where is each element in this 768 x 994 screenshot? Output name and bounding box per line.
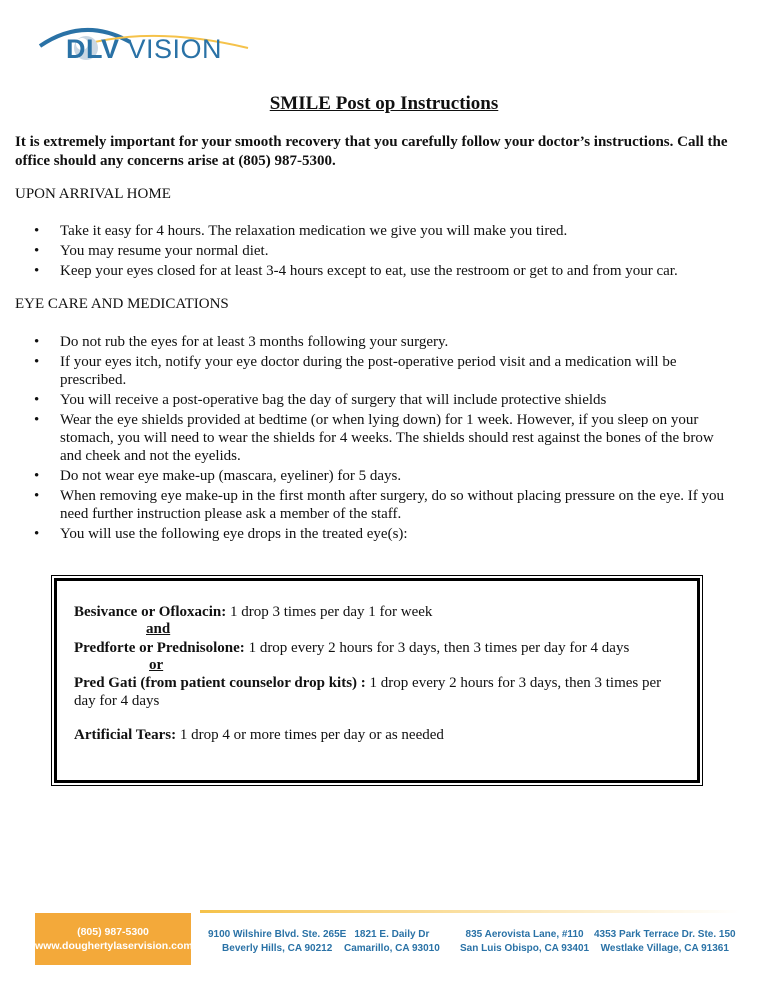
footer-divider [200,910,740,913]
logo-wordmark: DLV VISION [66,34,223,64]
list-item: • Take it easy for 4 hours. The relaxation medication we give you will make you tired. [34,222,736,240]
list-item: • If your eyes itch, notify your eye doctor during the post-operative period visit and a medication will be prescribed. [34,353,736,389]
footer-website[interactable]: www.doughertylaservision.com [35,940,193,952]
list-item: • You will use the following eye drops in the treated eye(s): [34,525,736,543]
drop-besivance: Besivance or Ofloxacin: 1 drop 3 times per day 1 for week [74,604,433,620]
drop-artificial-tears: Artificial Tears: 1 drop 4 or more times per day or as needed [74,727,444,743]
page-title: SMILE Post op Instructions [269,93,499,114]
arrival-list [34,222,736,280]
footer-address-san-luis-obispo: 835 Aerovista Lane, #110 San Luis Obispo, CA 93401 [460,929,590,954]
footer-address-westlake-village: 4353 Park Terrace Dr. Ste. 150 Westlake Village, CA 91361 [594,929,736,954]
list-item: • Keep your eyes closed for at least 3-4 hours except to eat, use the restroom or get to and from your car. [34,262,736,280]
footer-address-beverly-hills: 9100 Wilshire Blvd. Ste. 265E Beverly Hills, CA 90212 [208,929,347,954]
list-item: • Do not wear eye make-up (mascara, eyeliner) for 5 days. [34,467,736,485]
section-heading-arrival: UPON ARRIVAL HOME [15,186,171,202]
conjunction-or: or [149,657,164,673]
list-item: • Do not rub the eyes for at least 3 months following your surgery. [34,333,736,351]
section-heading-eye-care: EYE CARE AND MEDICATIONS [15,296,229,312]
list-item: • You may resume your normal diet. [34,242,736,260]
drop-pred-gati: Pred Gati (from patient counselor drop kits) : 1 drop every 2 hours for 3 days, then 3 times per day for 4 days [74,675,662,709]
footer-contact-block [35,913,191,965]
list-item: • You will receive a post-operative bag the day of surgery that will include protective shields [34,391,736,409]
list-item: • When removing eye make-up in the first month after surgery, do so without placing pressure on the eye. If you need further instruction please ask a member of the staff. [34,487,736,523]
list-item: • Wear the eye shields provided at bedtime (or when lying down) for 1 week. However, if you sleep on your stomach, you will need to wear the shields for 4 weeks. The shields should rest against the bones of the brow and cheek and not the eyelids. [34,411,736,465]
drop-predforte: Predforte or Prednisolone: 1 drop every 2 hours for 3 days, then 3 times per day for 4 days [74,640,630,656]
footer-address-camarillo: 1821 E. Daily Dr Camarillo, CA 93010 [344,929,440,954]
eye-care-list [34,333,736,543]
conjunction-and: and [146,621,171,637]
intro-paragraph: It is extremely important for your smooth recovery that you carefully follow your doctor’s instructions. Call the office should any concerns arise at (805) 987-5300. [15,134,728,169]
footer-phone: (805) 987-5300 [77,926,149,938]
